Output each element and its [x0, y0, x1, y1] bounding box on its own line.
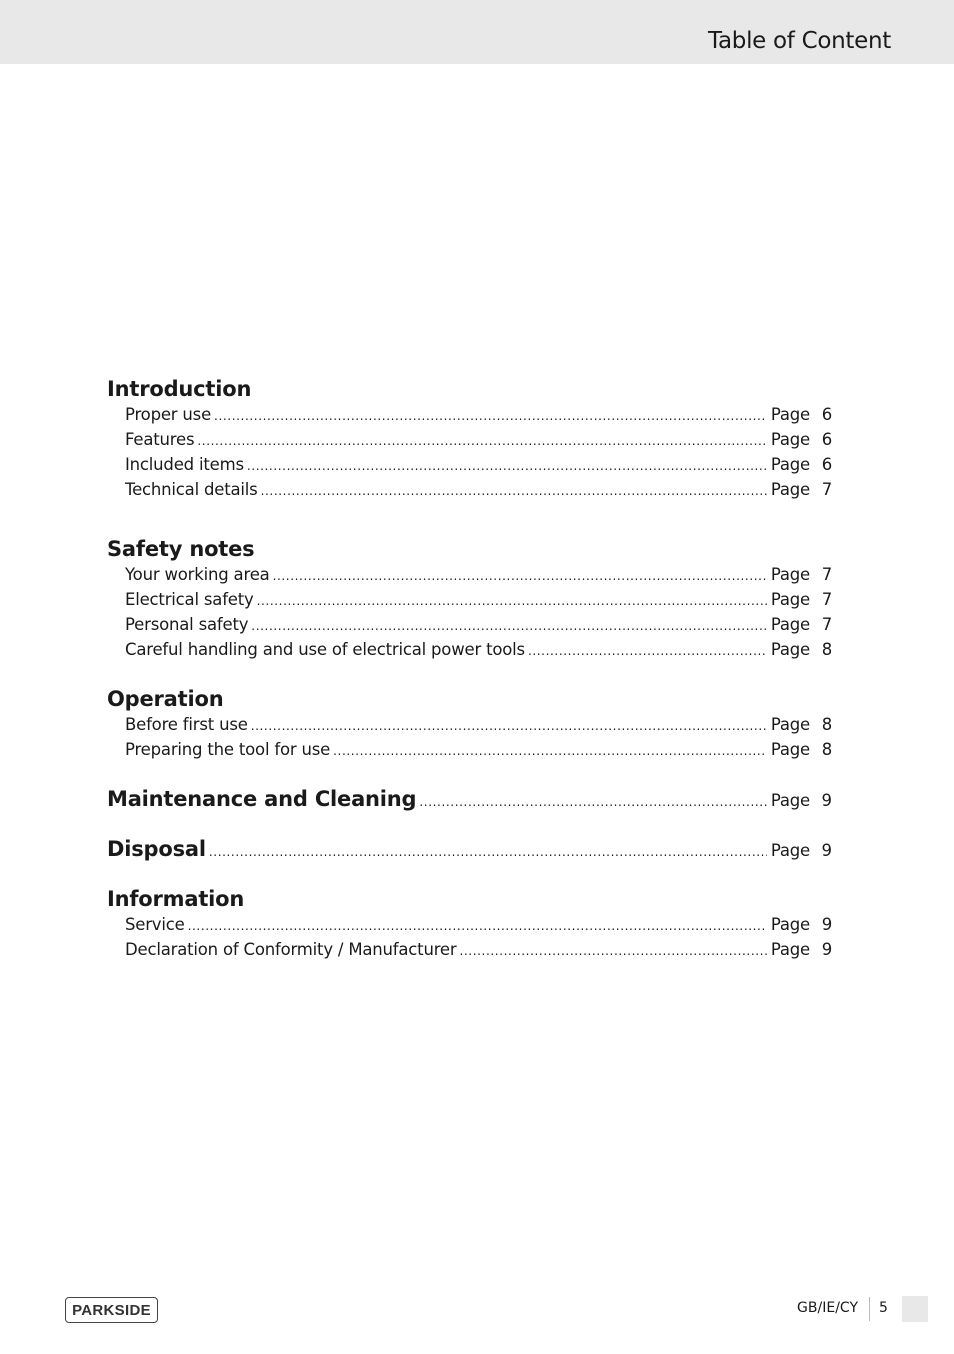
- toc-entry[interactable]: [107, 477, 832, 502]
- dot-leader: [247, 454, 767, 479]
- toc-entry[interactable]: [107, 937, 832, 962]
- toc-entry-page: 9: [821, 940, 832, 959]
- toc-entry-label: Included items: [125, 455, 244, 474]
- dot-leader: [261, 479, 767, 504]
- toc-entry[interactable]: [107, 402, 832, 427]
- section-heading: Maintenance and Cleaning: [107, 787, 417, 811]
- toc-entry-page: 9: [821, 841, 832, 860]
- page-word: Page: [770, 565, 810, 584]
- toc-entry-page: 8: [821, 640, 832, 659]
- page-word: Page: [770, 640, 810, 659]
- toc-entry[interactable]: [107, 452, 832, 477]
- dot-leader: [333, 739, 767, 764]
- dot-leader: [273, 564, 767, 589]
- toc-section-disposal[interactable]: [107, 836, 832, 862]
- toc-entry[interactable]: [107, 587, 832, 612]
- page-word: Page: [770, 740, 810, 759]
- page-title: Table of Content: [708, 28, 891, 54]
- footer-divider: [869, 1297, 870, 1321]
- section-heading: Introduction: [107, 377, 252, 401]
- toc-entry-label: Service: [125, 915, 185, 934]
- toc-entry-page: 7: [821, 565, 832, 584]
- dot-leader: [214, 404, 767, 429]
- dot-leader: [419, 789, 766, 815]
- page-word: Page: [770, 430, 810, 449]
- footer-region-code: GB/IE/CY: [797, 1300, 858, 1316]
- section-heading: Safety notes: [107, 537, 255, 561]
- toc-entry-page: 6: [821, 430, 832, 449]
- page-word: Page: [770, 480, 810, 499]
- toc-section-operation: [107, 686, 832, 762]
- toc-entry-page: 9: [821, 915, 832, 934]
- toc-entry[interactable]: [107, 912, 832, 937]
- toc-entry-page: 7: [821, 615, 832, 634]
- dot-leader: [257, 589, 767, 614]
- toc-entry-label: Technical details: [125, 480, 258, 499]
- dot-leader: [251, 714, 767, 739]
- toc-entry-label: Features: [125, 430, 195, 449]
- page-word: Page: [770, 405, 810, 424]
- dot-leader: [528, 639, 767, 664]
- page-word: Page: [770, 615, 810, 634]
- toc-entry-page: 8: [821, 740, 832, 759]
- toc-entry[interactable]: [107, 427, 832, 452]
- page-word: Page: [770, 715, 810, 734]
- section-heading: Disposal: [107, 837, 206, 861]
- footer-corner-box: [902, 1296, 928, 1322]
- page-word: Page: [770, 791, 810, 810]
- toc-entry[interactable]: [107, 562, 832, 587]
- page-word: Page: [770, 590, 810, 609]
- page-word: Page: [770, 940, 810, 959]
- toc-entry-label: Electrical safety: [125, 590, 254, 609]
- toc-entry[interactable]: [107, 637, 832, 662]
- dot-leader: [251, 614, 767, 639]
- section-heading: Operation: [107, 687, 224, 711]
- toc-entry-label: Declaration of Conformity / Manufacturer: [125, 940, 457, 959]
- parkside-logo: PARKSIDE: [65, 1297, 158, 1323]
- toc-entry-label: Personal safety: [125, 615, 249, 634]
- toc-entry-label: Your working area: [125, 565, 270, 584]
- page-word: Page: [770, 915, 810, 934]
- toc-entry-label: Before first use: [125, 715, 248, 734]
- toc-section-safety-notes: [107, 536, 832, 662]
- dot-leader: [459, 939, 766, 964]
- toc-entry-page: 6: [821, 455, 832, 474]
- toc-entry[interactable]: [107, 612, 832, 637]
- page-word: Page: [770, 841, 810, 860]
- section-heading: Information: [107, 887, 245, 911]
- toc-entry-page: 8: [821, 715, 832, 734]
- footer-page-number: 5: [879, 1300, 888, 1316]
- toc-entry-label: Proper use: [125, 405, 212, 424]
- toc-entry-label: Preparing the tool for use: [125, 740, 331, 759]
- toc-entry-page: 7: [821, 480, 832, 499]
- toc-entry-page: 6: [821, 405, 832, 424]
- toc-entry-page: 9: [821, 791, 832, 810]
- page-word: Page: [770, 455, 810, 474]
- dot-leader: [188, 914, 767, 939]
- toc-entry[interactable]: [107, 737, 832, 762]
- dot-leader: [209, 839, 767, 865]
- toc-entry-label: Careful handling and use of electrical power tools: [125, 640, 525, 659]
- toc-section-introduction: [107, 376, 832, 502]
- toc-section-information: [107, 886, 832, 962]
- toc-entry[interactable]: [107, 712, 832, 737]
- toc-entry-page: 7: [821, 590, 832, 609]
- toc-section-maintenance[interactable]: [107, 786, 832, 812]
- dot-leader: [197, 429, 766, 454]
